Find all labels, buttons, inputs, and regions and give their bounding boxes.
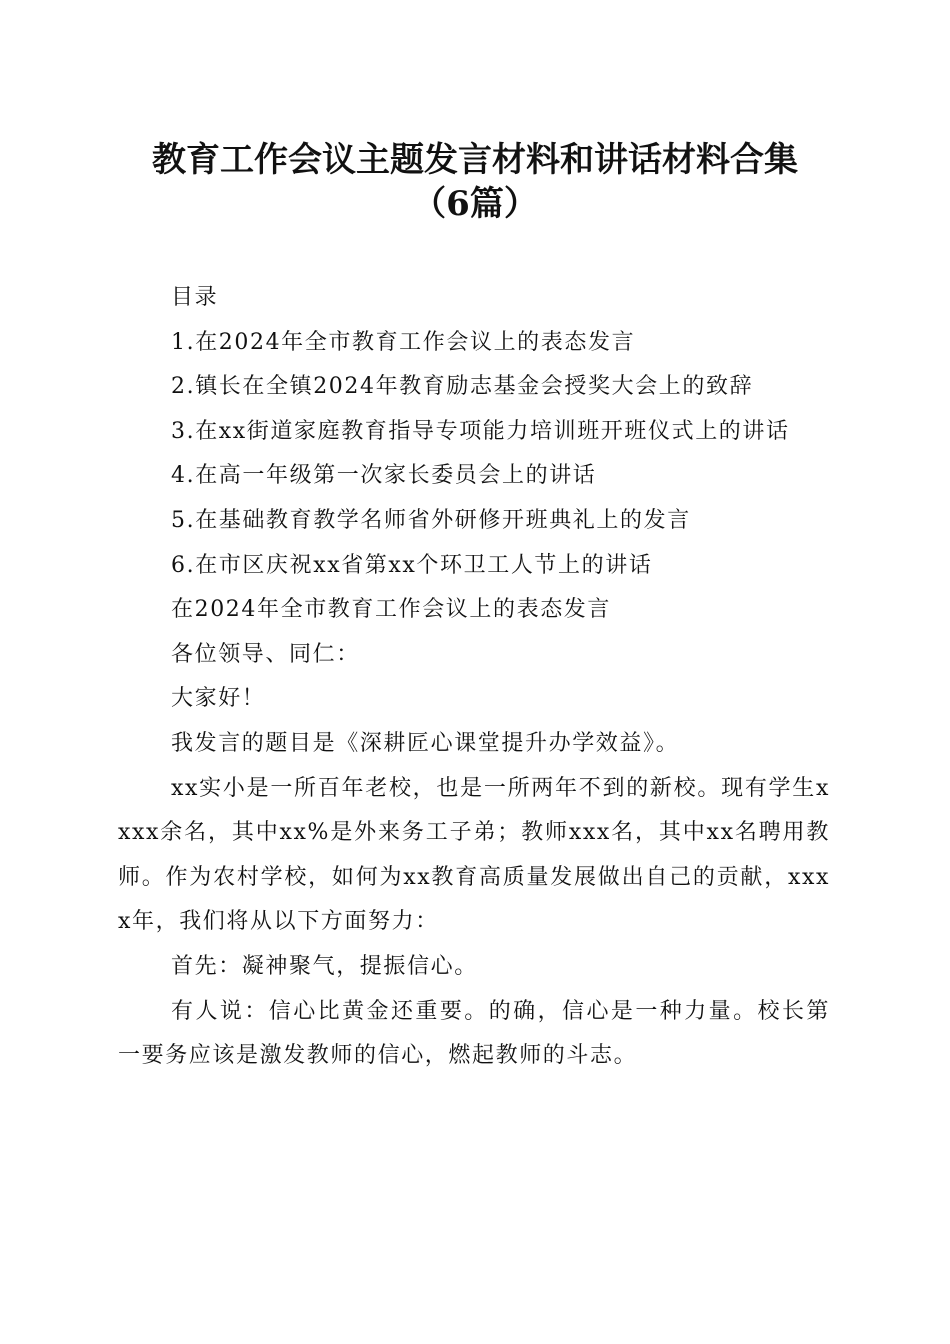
speech-topic: 我发言的题目是《深耕匠心课堂提升办学效益》。 — [171, 730, 680, 756]
document-title: 教育工作会议主题发言材料和讲话材料合集 — [152, 140, 798, 180]
speech-greeting: 大家好！ — [171, 686, 266, 712]
toc-item-3: 3.在xx街道家庭教育指导专项能力培训班开班仪式上的讲话 — [171, 418, 790, 444]
speech-title: 在2024年全市教育工作会议上的表态发言 — [171, 597, 611, 623]
document-title-count: （6篇） — [412, 184, 538, 224]
toc-item-1: 1.在2024年全市教育工作会议上的表态发言 — [171, 329, 636, 355]
speech-paragraph-1: xx实小是一所百年老校，也是一所两年不到的新校。现有学生xxxx余名，其中xx%是外来务工子弟；教师xxx名，其中xx名聘用教师。作为农村学校，如何为xx教育高质量发展做出自己的贡献，xxxx年，我们将从以下方面努力： — [118, 775, 830, 935]
speech-paragraph-3: 有人说：信心比黄金还重要。的确，信心是一种力量。校长第一要务应该是激发教师的信心，燃起教师的斗志。 — [118, 998, 830, 1069]
toc-item-5: 5.在基础教育教学名师省外研修开班典礼上的发言 — [171, 507, 691, 533]
toc-item-2: 2.镇长在全镇2024年教育励志基金会授奖大会上的致辞 — [171, 374, 754, 400]
speech-salutation: 各位领导、同仁： — [171, 641, 360, 667]
speech-paragraph-2: 首先：凝神聚气，提振信心。 — [171, 953, 478, 979]
toc-item-4: 4.在高一年级第一次家长委员会上的讲话 — [171, 463, 597, 489]
document-body — [118, 276, 830, 1079]
toc-heading: 目录 — [171, 285, 219, 310]
toc-item-6: 6.在市区庆祝xx省第xx个环卫工人节上的讲话 — [171, 552, 653, 578]
